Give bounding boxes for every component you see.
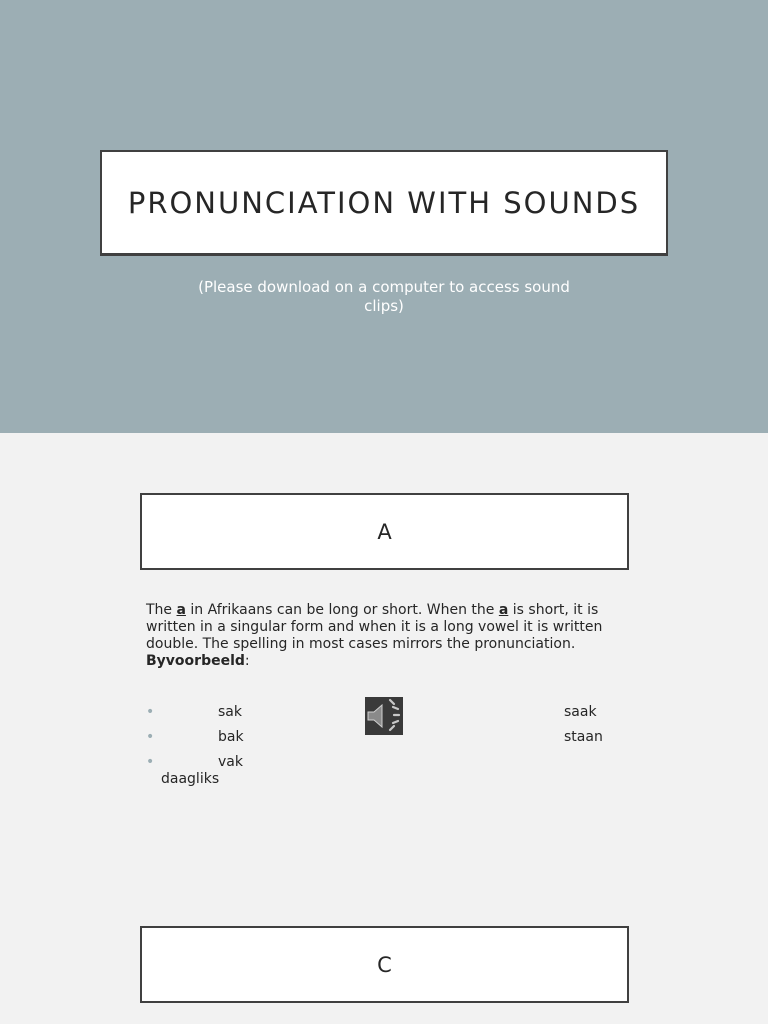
title-box: [100, 150, 668, 256]
title-slide: [0, 0, 768, 433]
highlight-letter-1: a: [176, 602, 186, 618]
para-text-2: in Afrikaans can be long or short. When the: [185, 602, 499, 618]
slide-title: PRONUNCIATION WITH SOUNDS: [127, 185, 641, 220]
short-word: bak: [218, 729, 244, 745]
short-word: sak: [218, 704, 242, 720]
heading-box-c: [140, 926, 629, 1003]
slide-subtitle: (Please download on a computer to access sound clips): [198, 278, 570, 315]
bullet-glyph: •: [146, 704, 155, 720]
long-word: daagliks: [161, 771, 220, 787]
highlight-letter-2: a: [498, 602, 509, 618]
bullet-glyph: •: [146, 754, 155, 770]
explanation-paragraph: [146, 602, 626, 670]
heading-box-a: [140, 493, 629, 570]
para-text-4: :: [244, 653, 250, 669]
list-item: [146, 704, 616, 729]
short-word: vak: [218, 754, 243, 770]
list-item: [146, 729, 616, 754]
example-label: Byvoorbeeld: [146, 653, 245, 669]
long-word: saak: [564, 704, 597, 720]
list-item: [146, 754, 616, 787]
bullet-glyph: •: [146, 729, 155, 745]
example-list: [146, 704, 616, 787]
para-text-1: The: [146, 602, 177, 618]
para-text-3: is short, it is written in a singular form and when it is a long vowel it is written double. The spelling in most cases mirrors the pronunciation.: [146, 602, 603, 652]
long-word: staan: [564, 729, 603, 745]
heading-c: C: [377, 952, 392, 977]
heading-a: A: [377, 519, 392, 544]
